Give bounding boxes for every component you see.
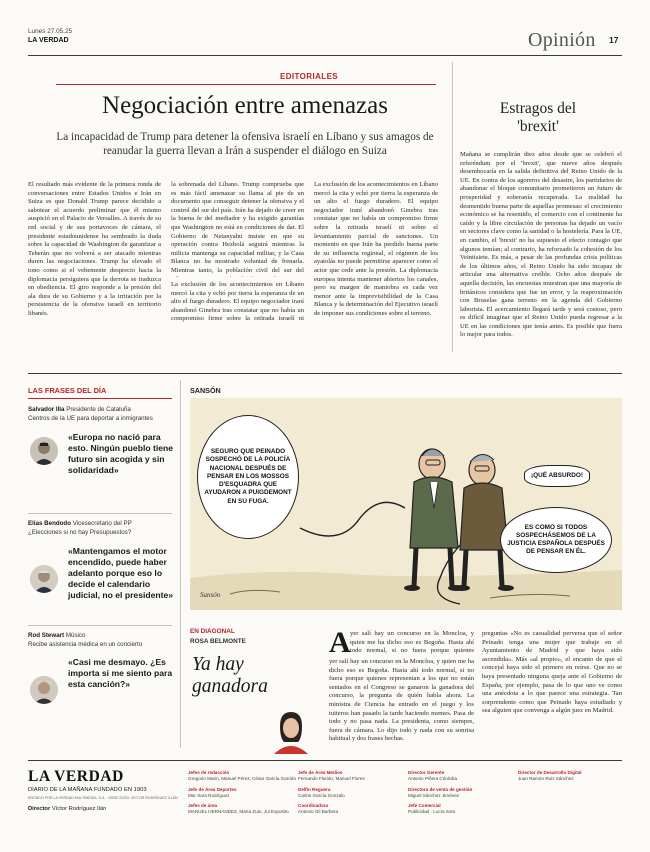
frase-2-divider <box>28 625 172 626</box>
frase-3-avatar <box>30 676 58 704</box>
cartoon-bubble-right: ES COMO SI TODOS SOSPECHÁSEMOS DE LA JUSTICIA ESPAÑOLA DESPUÉS DE PENSAR EN ÉL. <box>500 507 612 573</box>
frase-3-name: Rod Stewart <box>28 632 65 639</box>
editorial-kicker: EDITORIALES <box>280 72 339 81</box>
column-kicker: EN DIAGONAL <box>190 628 235 635</box>
credit-label: Director Gerente <box>408 770 445 775</box>
column-portrait <box>266 708 316 754</box>
frase-3-quote: «Casi me desmayo. ¿Es importa si me siento para esta canción?» <box>68 657 173 689</box>
frases-rule <box>28 398 172 399</box>
frase-1-role: Presidente de Cataluña <box>66 406 131 413</box>
credit-label: Jefes de redacción <box>188 770 230 775</box>
page-number: 17 <box>609 35 619 45</box>
frase-3-role: Músico <box>65 632 86 639</box>
frases-vertical-rule <box>180 380 181 748</box>
credit-value: Gregorio Marin, Manuel Pérez, César García Garrido <box>188 776 296 781</box>
credit-value: Miguel Sánchez Jiménez <box>408 793 460 798</box>
director-name: Víctor Rodríguez Ilán <box>51 806 107 812</box>
header-paper: LA VERDAD <box>28 37 69 44</box>
frase-1-divider <box>28 513 172 514</box>
credit-1 <box>188 770 298 782</box>
editorial-col2: la sobrenada del Líbano. Trump comprueba que es más fácil amenazar su llama al pie de un documento que conseguir detener la ofensiva y el control del sur del país. Irán ha dejado de creer en la buena fe del mediador y ha exigido garantías que Washington no está en condiciones de dar. El Gobierno de Netanyahu insiste en que su operación contra Hezbolá seguirá mientras la milicia mantenga su capacidad militar, y la Casa Blanca no ha mostrado voluntad de frenarla. Mientras tanto, la población civil del sur del <box>171 181 304 274</box>
column-col1: yer salí hay un concurso en la Moncloa, y quien me ha dicho eso es Begoña. Hasta ahí todo normal, si no fuera porque quienes <box>350 630 474 655</box>
credit-5 <box>298 787 398 799</box>
credit-2 <box>188 787 298 799</box>
section-rule <box>28 373 622 374</box>
footer-rule <box>28 760 622 761</box>
masthead-tagline: DIARIO DE LA MAÑANA FUNDADO EN 1903 <box>28 787 147 793</box>
brexit-title: Estragos del 'brexit' <box>499 100 577 135</box>
credit-8 <box>408 787 508 799</box>
column-drop-cap: A <box>329 626 351 659</box>
frase-2-quote: «Mantengamos el motor encendido, puede haber adelanto porque eso lo decide el calendario judicial, no el presidente» <box>68 546 174 600</box>
brexit-text: Mañana se cumplirán diez años desde que se celebró el referéndum por el 'brexit', que nueve años después desembocaría en la salida definitiva del Reino Unido de la UE. En contra de los agoreros del desastre, los partidarios de abandonar el bloque comunitario prometieron un futuro de prosperidad y soberanía recuperada. La realidad ha desmentido buena parte de aquellas promesas: el crecimiento económico se ha resentido, el comercio con el continente ha caído y la libre circulación de personas ha dejado un vacío en sectores clave como la sanidad o la hostelería. Para la UE, en cambio, el 'brexit' no ha supuesto el efecto contagio que algunos temían; al contrario, ha reforzado la cohesión de los Veintisiete. Es más, a pesar de las profundas crisis políticas de los últimos años, el Reino Unido ha sido incapaz de articular una alternativa creíble. Ocho años después de aquella decisión, las encuestas muestran que una mayoría de británicos considera que fue un error, y la reaproximación con Bruselas gana terreno en la agenda del Gobierno laborista. El acercamiento llegará tarde y será costoso, pero es difícil imaginar que el Reino Unido pueda regresar a la UE en las condiciones que tenía antes. Es posible que fuera lo mejor para todos. <box>460 151 622 339</box>
frase-2-context: ¿Elecciones si no hay Presupuestos? <box>28 529 132 536</box>
portrait-icon <box>30 676 58 704</box>
credit-9 <box>408 803 508 815</box>
kicker-rule <box>56 84 436 85</box>
editorial-title: Negociación entre amenazas <box>102 92 388 119</box>
frase-2-name: Elías Bendodo <box>28 520 71 527</box>
editorial-subtitle: La incapacidad de Trump para detener la ofensiva israelí en Líbano y sus amagos de reanudar la guerra llevan a Irán a suspender el diálogo en Suiza <box>56 131 434 157</box>
masthead-director <box>28 806 106 812</box>
column-col2: preguntas «No es casualidad perversa que el señor Peinado tenga una mujer que trabaje en el Ayuntamiento de Madrid y que haya sido ascendida». Más «al propio», el encanto de que el concejal haya sido el primero en reírse. Que no se haya presentado ninguna queja ante el Gobierno de España, por ejemplo, pasa de lo que uno ve como una anécdota a lo que parece una estrategia. Tan sorprendente como que Peinado haya estudiado y sea alguien que convenga a algún juez en Madrid. <box>482 630 622 715</box>
header-date: Lunes 27.05.25 <box>28 28 73 35</box>
credit-7 <box>408 770 508 782</box>
column-author: ROSA BELMONTE <box>190 638 246 645</box>
credit-6 <box>298 803 398 815</box>
masthead-name: LA VERDAD <box>28 768 124 785</box>
author-illustration-icon <box>266 708 316 754</box>
credit-label: Jefes de área <box>188 803 218 808</box>
credit-label: Directora de venta de gestión <box>408 787 473 792</box>
column-col1b: yer salí hay un concurso en la Moncloa, y quien me ha dicho eso es Begoña. Hasta ahí todo normal, si no fuera porque quienes representan a los que no están sentados en el Congreso se ganaron la ganadora del concurso, la pregunta de quién habla ahora. La ministra de Ciencia ha entrado en el juego y los tuiteros han pasado la tarde haciendo memes. Pasa de todo y no pasa nada. La presidenta, como siempre, fuera de cámara. Lo dijo todo y nada con su sonrisa habitual y dos frases hechas. <box>329 658 474 743</box>
credit-4 <box>298 770 398 782</box>
frase-2-avatar <box>30 565 58 593</box>
credit-3 <box>188 803 298 815</box>
column-divider <box>452 62 453 352</box>
credit-label: Delfin Reguera <box>298 787 331 792</box>
masthead-fine: EDITADO POR LA VERDAD MULTIMEDIA, S.A. · DIRECCIÓN: VÍCTOR RODRÍGUEZ ILLÁN <box>28 796 178 800</box>
credit-value: Mar Sara Rodríguez <box>188 793 230 798</box>
credit-label: Jefe Comercial <box>408 803 441 808</box>
frase-2-role: Vicesecretario del PP <box>72 520 132 527</box>
column-title: Ya hay ganadora <box>192 654 268 697</box>
frase-1-name: Salvador Illa <box>28 406 65 413</box>
editorial-col2b: La exclusión de los acontecimientos en Líbano mercó la cita y echó por tierra la esperanza de un alto el fuego duradero. El equipo negociador iraní abandonó Ginebra tras constatar que no había un compromiso firme sobre la retirada israelí ni <box>171 281 304 322</box>
frase-3-person <box>28 632 178 639</box>
credit-value: Fernando Florido, Manuel Flores <box>298 776 365 781</box>
credit-label: Director de Desarrollo Digital <box>518 770 582 775</box>
director-label: Director <box>28 806 51 812</box>
frase-3-context: Recibe asistencia médica en un concierto <box>28 641 143 648</box>
frase-2-person <box>28 520 178 527</box>
credit-value: Publicidad · Lucía Soto <box>408 809 456 814</box>
header-rule <box>28 55 622 56</box>
portrait-icon <box>30 565 58 593</box>
credit-label: Jefe de Área Medios <box>298 770 343 775</box>
editorial-col3: La exclusión de los acontecimientos en Líbano mercó la cita y echó por tierra la esperanza de un alto el fuego duradero. El equipo negociador iraní abandonó Ginebra tras constatar que no había un compromiso firme sobre la retirada israelí ni sobre el levantamiento parcial de sanciones. Un momento en que Irán ha perdido buena parte de su influencia regional, el régimen de los ayatolás no puede permitirse aparecer como el actor que cede ante la presión. La diplomacia europea intenta mantener abiertos los canales, pero su margen de maniobra es cada vez menor ante la imprevisibilidad de la Casa Blanca y la determinación del Ejecutivo israelí de imponer sus condiciones sobre el terreno. <box>314 181 438 317</box>
frases-heading: LAS FRASES DEL DÍA <box>28 386 107 395</box>
credit-value: Juan Ramón Ruiz Sánchez <box>518 776 574 781</box>
cartoon-bubble-top: ¡QUÉ ABSURDO! <box>524 465 590 487</box>
frase-1-context: Centros de la UE para deportar a inmigrantes <box>28 415 153 422</box>
cartoon-bubble-left: SEGURO QUE PEINADO SOSPECHÓ DE LA POLICÍA NACIONAL DESPUÉS DE PENSAR EN LOS MOSSOS D'ESQUADRA QUE AYUDARON A PUIGDEMONT EN SU FUGA. <box>197 415 299 539</box>
credit-value: Antonio Piñera Córdoba <box>408 776 458 781</box>
frase-1-avatar <box>30 437 58 465</box>
credit-label: Jefe de Área Deportes <box>188 787 237 792</box>
cartoon-label: SANSÓN <box>190 386 221 395</box>
frase-1-person <box>28 406 178 413</box>
credit-10 <box>518 770 622 782</box>
credit-value: Carlos García Gonzalo <box>298 793 345 798</box>
section-title: Opinión <box>528 29 596 51</box>
portrait-icon <box>30 437 58 465</box>
editorial-col1: El resultado más evidente de la primera ronda de conversaciones entre Estados Unidos e Irán en Suiza es que Donald Trump parece decidido a sabotear el acuerdo preliminar que él mismo auspició en el Palacio de Versalles. A través de su red social y de sus portavoces de cámara, el presidente estadounidense ha sembrado la duda sobre la capacidad de Washington de garantizar a Teherán que no volverá a ser atacado mientras duren las negociaciones. Trump ha elevado el tono como si el vehemente desprecio hacia la diplomacia persiguiera que la derrota se traduzca en obediencia. El giro responde a la presión del ala dura de su Gobierno y a la irritación por la persistencia de la ofensiva israelí en territorio libanés. <box>28 181 161 317</box>
frase-1-quote: «Europa no nació para esto. Ningún pueblo tiene futuro sin acogida y sin solidaridad» <box>68 432 174 475</box>
credit-label: Coordinadora <box>298 803 329 808</box>
cartoon-signature: Sansón <box>200 591 221 599</box>
credit-value: Antonio Gil Barbera <box>298 809 339 814</box>
credit-value: MANUEL HERNÁNDEZ, María Zuni, Jui Exposito <box>188 809 289 814</box>
